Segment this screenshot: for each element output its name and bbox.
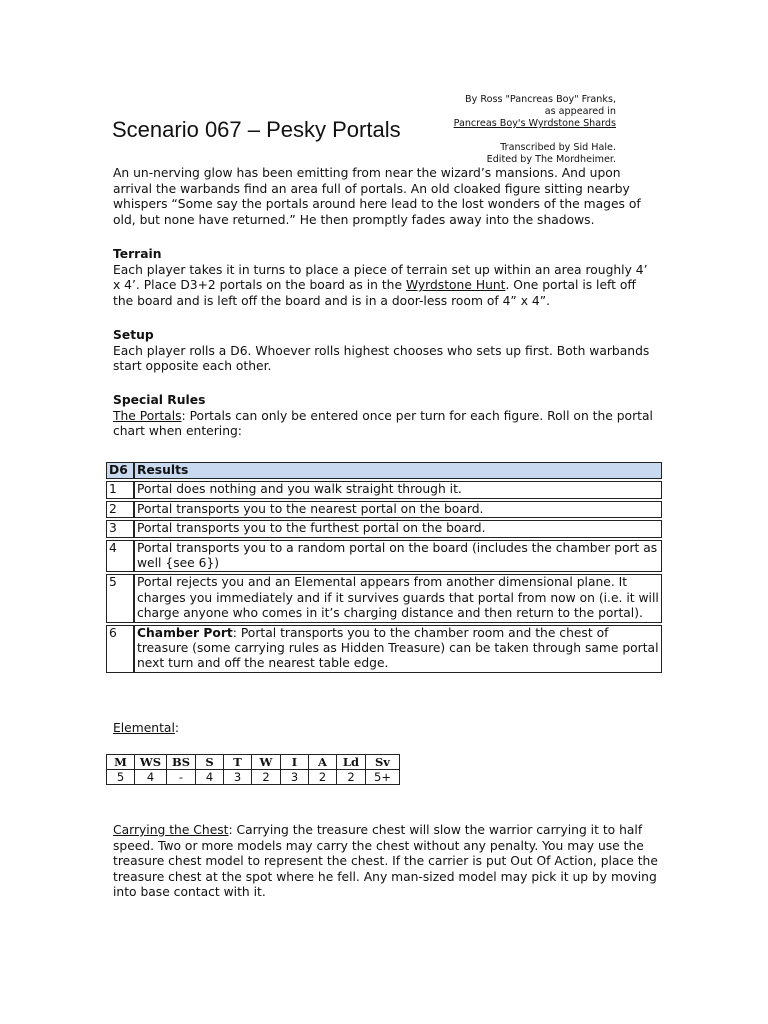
- stat-value: 4: [196, 770, 224, 785]
- credits-transcriber: Transcribed by Sid Hale.: [500, 142, 616, 153]
- roll-number: 3: [106, 520, 134, 537]
- stat-value: -: [167, 770, 196, 785]
- result-text: Portal rejects you and an Elemental appears from another dimensional plane. It charges you immediately and if it survives guards that portal from now on (i.e. it will charge anyone who comes in it’s charging distance and then return to the portal).: [134, 574, 662, 622]
- wyrdstone-hunt-link: Wyrdstone Hunt: [405, 278, 506, 293]
- credits-editor: Edited by The Mordheimer.: [486, 154, 616, 165]
- page-title: Scenario 067 – Pesky Portals: [112, 117, 401, 142]
- stat-value-row: [107, 770, 400, 785]
- setup-section: [113, 328, 658, 375]
- stat-value: 2: [252, 770, 281, 785]
- stat-header: WS: [135, 755, 167, 770]
- terrain-section: [113, 247, 658, 309]
- intro-paragraph: An un-nerving glow has been emitting from near the wizard’s mansions. And upon arrival the warbands find an area full of portals. An old cloaked figure sitting nearby whispers “Some say the portals around here lead to the lost wonders of the mages of old, but none have returned.” He then promptly fades away into the shadows.: [113, 166, 641, 227]
- stat-header: BS: [167, 755, 196, 770]
- terrain-text-b: . One portal is left off the board and is left off the board and is in a door-less room of 4” x 4”.: [113, 278, 636, 308]
- stat-header: Sv: [366, 755, 400, 770]
- roll-number: 2: [106, 501, 134, 518]
- stat-header: Ld: [337, 755, 366, 770]
- portals-text: [113, 409, 658, 440]
- setup-text: Each player rolls a D6. Whoever rolls highest chooses who sets up first. Both warbands start opposite each other.: [113, 343, 650, 374]
- elemental-colon: :: [174, 721, 180, 735]
- result-text: Portal transports you to the furthest portal on the board.: [134, 520, 662, 537]
- credits-appeared: as appeared in: [544, 106, 616, 117]
- portal-table-header: [106, 462, 662, 479]
- credits-author: By Ross "Pancreas Boy" Franks,: [465, 94, 616, 105]
- table-row: [106, 540, 662, 573]
- header-d6: D6: [106, 462, 134, 479]
- result-text: [134, 625, 662, 673]
- special-rules-section: [113, 393, 658, 440]
- stat-value: 4: [135, 770, 167, 785]
- result-text: Portal does nothing and you walk straight through it.: [134, 481, 662, 498]
- table-row: [106, 625, 662, 673]
- table-row: [106, 501, 662, 518]
- elemental-stat-table: [106, 754, 400, 785]
- terrain-text-a: Each player takes it in turns to place a piece of terrain set up within an area roughly 4’ x 4’. Place D3+2 portals on the board as in the: [113, 262, 648, 293]
- stat-value: 3: [281, 770, 309, 785]
- stat-header: W: [252, 755, 281, 770]
- carrying-label: Carrying the Chest: [113, 823, 229, 837]
- chamber-port-text: : Portal transports you to the chamber room and the chest of treasure (some carrying rules as Hidden Treasure) can be taken through same portal next turn and off the nearest table edge.: [137, 625, 659, 671]
- credits-source: Pancreas Boy's Wyrdstone Shards: [453, 118, 616, 129]
- special-rules-heading: Special Rules: [113, 393, 206, 407]
- stat-header: T: [224, 755, 252, 770]
- roll-number: 4: [106, 540, 134, 573]
- chamber-port-label: Chamber Port: [137, 625, 233, 640]
- credits: [454, 94, 616, 166]
- terrain-text: [113, 263, 658, 310]
- stat-header: I: [281, 755, 309, 770]
- stat-header-row: [107, 755, 400, 770]
- carrying-text: : Carrying the treasure chest will slow the warrior carrying it to half speed. Two or more models may carry the chest without any penalty. You may use the treasure chest model to represent the chest. If the carrier is put Out Of Action, place the treasure chest at the spot where he fell. Any man-sized model may pick it up by moving into base contact with it.: [113, 823, 658, 900]
- result-text: Portal transports you to the nearest portal on the board.: [134, 501, 662, 518]
- header-results: Results: [134, 462, 662, 479]
- terrain-heading: Terrain: [113, 247, 162, 261]
- roll-number: 5: [106, 574, 134, 622]
- carrying-section: [113, 823, 658, 901]
- result-text: Portal transports you to a random portal on the board (includes the chamber port as well {see 6}): [134, 540, 662, 573]
- elemental-label-line: [113, 721, 658, 737]
- stat-header: A: [309, 755, 337, 770]
- portal-table: [106, 460, 662, 675]
- portals-text-body: : Portals can only be entered once per turn for each figure. Roll on the portal chart when entering:: [113, 408, 653, 439]
- stat-value: 2: [337, 770, 366, 785]
- elemental-label: Elemental: [113, 721, 175, 735]
- table-row: [106, 574, 662, 622]
- stat-header: S: [196, 755, 224, 770]
- stat-value: 3: [224, 770, 252, 785]
- roll-number: 6: [106, 625, 134, 673]
- stat-value: 2: [309, 770, 337, 785]
- table-row: [106, 481, 662, 498]
- roll-number: 1: [106, 481, 134, 498]
- setup-heading: Setup: [113, 328, 154, 342]
- stat-value: 5+: [366, 770, 400, 785]
- stat-header: M: [107, 755, 135, 770]
- portals-label: The Portals: [113, 408, 182, 423]
- stat-value: 5: [107, 770, 135, 785]
- table-row: [106, 520, 662, 537]
